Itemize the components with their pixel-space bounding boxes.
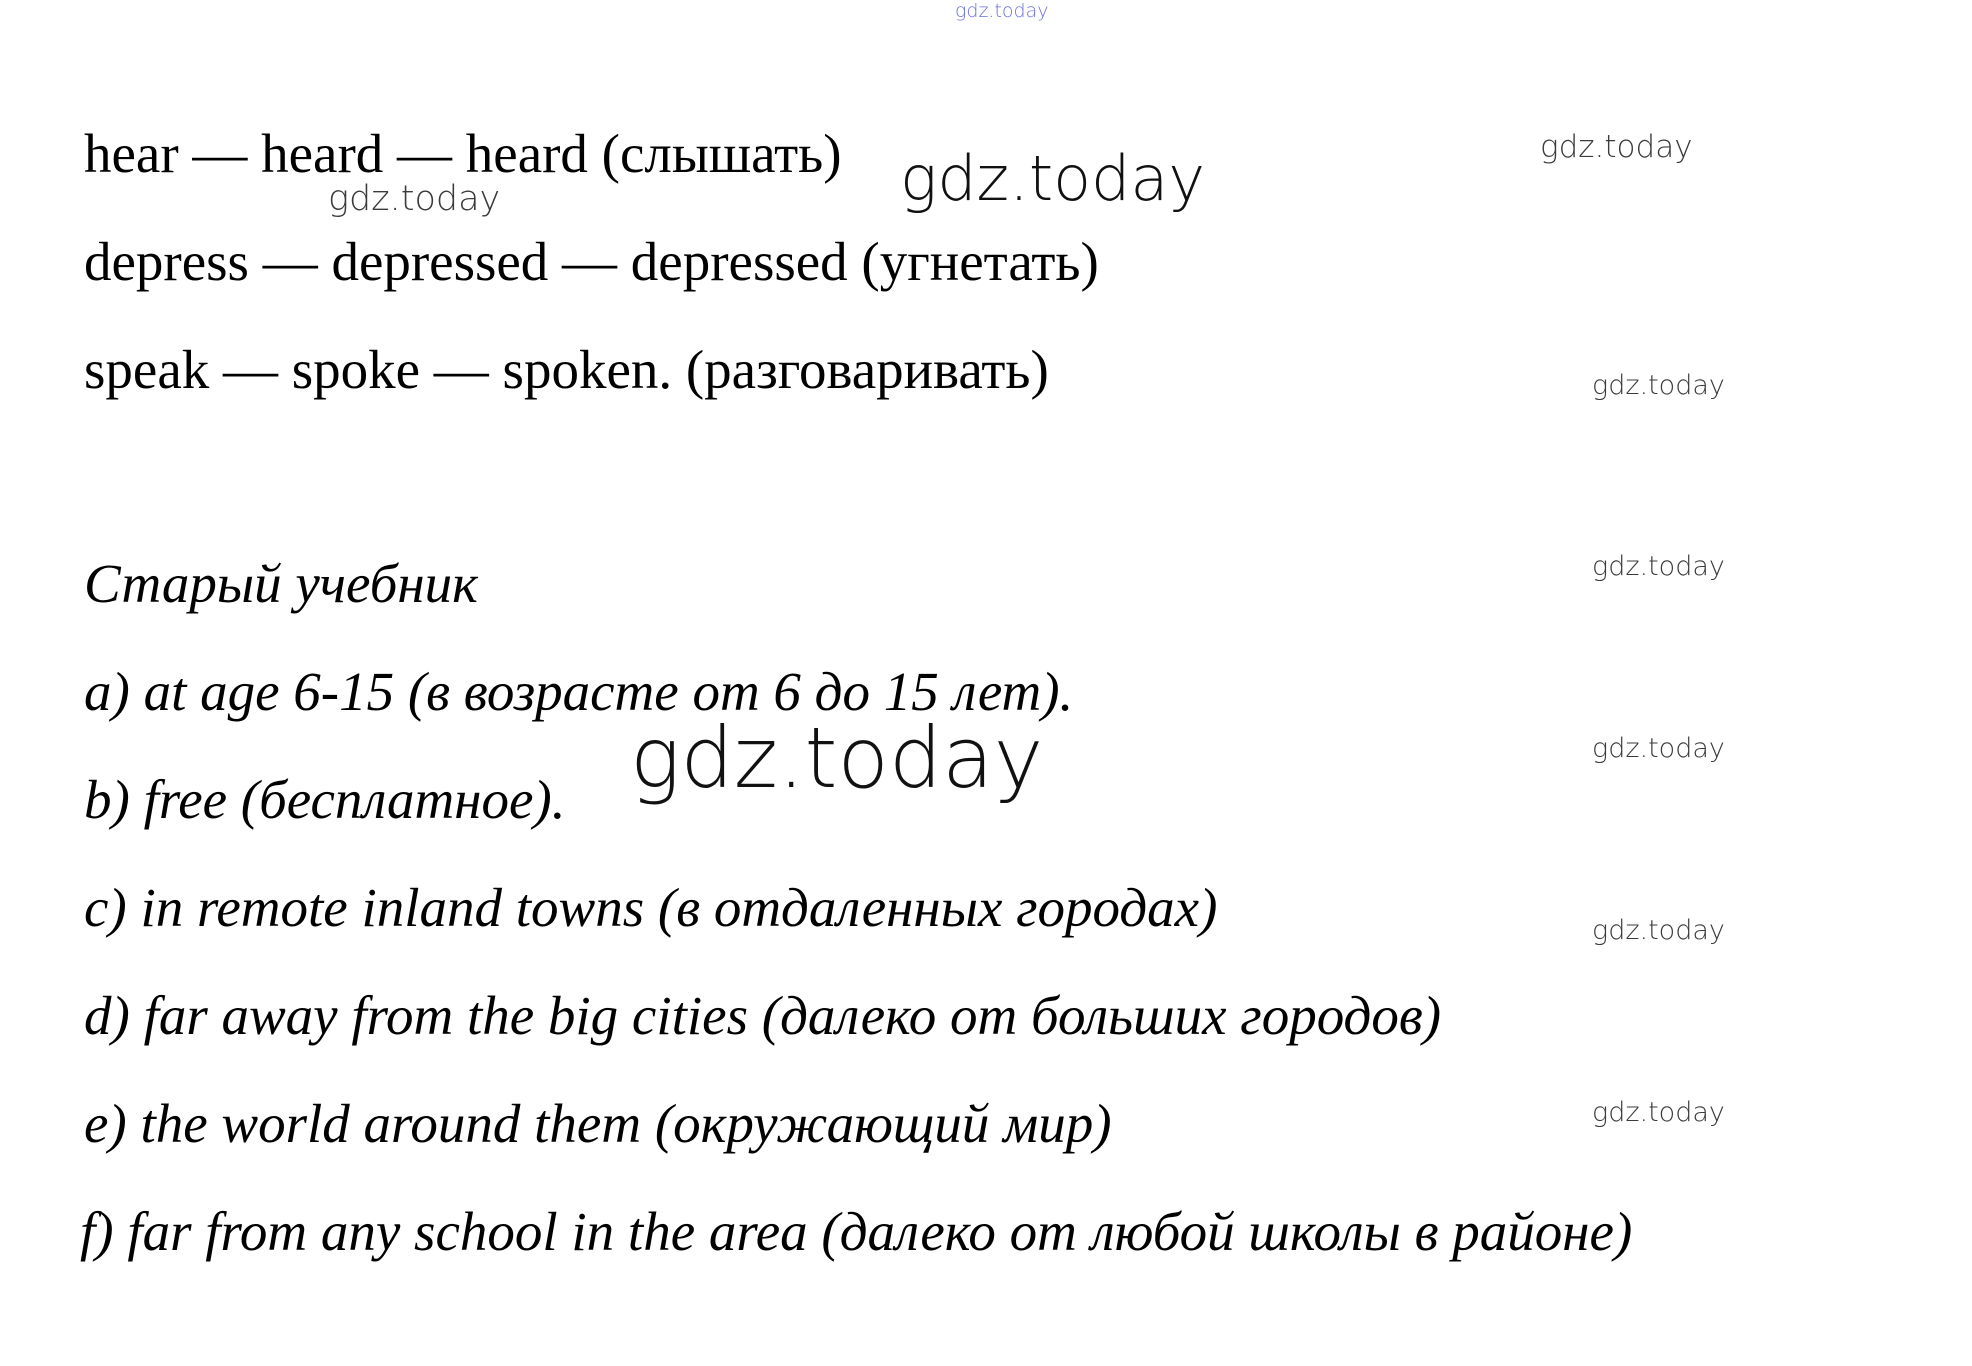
verb-form-line: hear — heard — heard (слышать) (84, 123, 842, 184)
answer-line: d) far away from the big cities (далеко от больших городов) (84, 985, 1442, 1046)
watermark-right-6: gdz.today (1592, 1097, 1725, 1128)
watermark-top: gdz.today (955, 0, 1049, 22)
watermark-right-4: gdz.today (1592, 733, 1725, 764)
answer-line: f) far from any school in the area (далеко от любой школы в районе) (80, 1201, 1633, 1262)
verb-form-line: speak — spoke — spoken. (разговаривать) (84, 339, 1049, 400)
verb-form-line: depress — depressed — depressed (угнетать) (84, 231, 1099, 292)
watermark-right-5: gdz.today (1592, 915, 1725, 946)
answer-line: e) the world around them (окружающий мир) (84, 1093, 1112, 1154)
watermark-large-1: gdz.today (900, 142, 1206, 215)
watermark-right-3: gdz.today (1592, 551, 1725, 582)
answer-line: b) free (бесплатное). (84, 769, 566, 830)
watermark-large-2: gdz.today (630, 709, 1044, 807)
watermark-right-1: gdz.today (1540, 129, 1693, 165)
watermark-right-2: gdz.today (1592, 370, 1725, 401)
answer-line: a) at age 6-15 (в возрасте от 6 до 15 лет). (84, 661, 1074, 722)
answer-line: c) in remote inland towns (в отдаленных городах) (84, 877, 1218, 938)
watermark-under-line-1: gdz.today (328, 179, 501, 219)
section-title: Старый учебник (84, 553, 478, 614)
